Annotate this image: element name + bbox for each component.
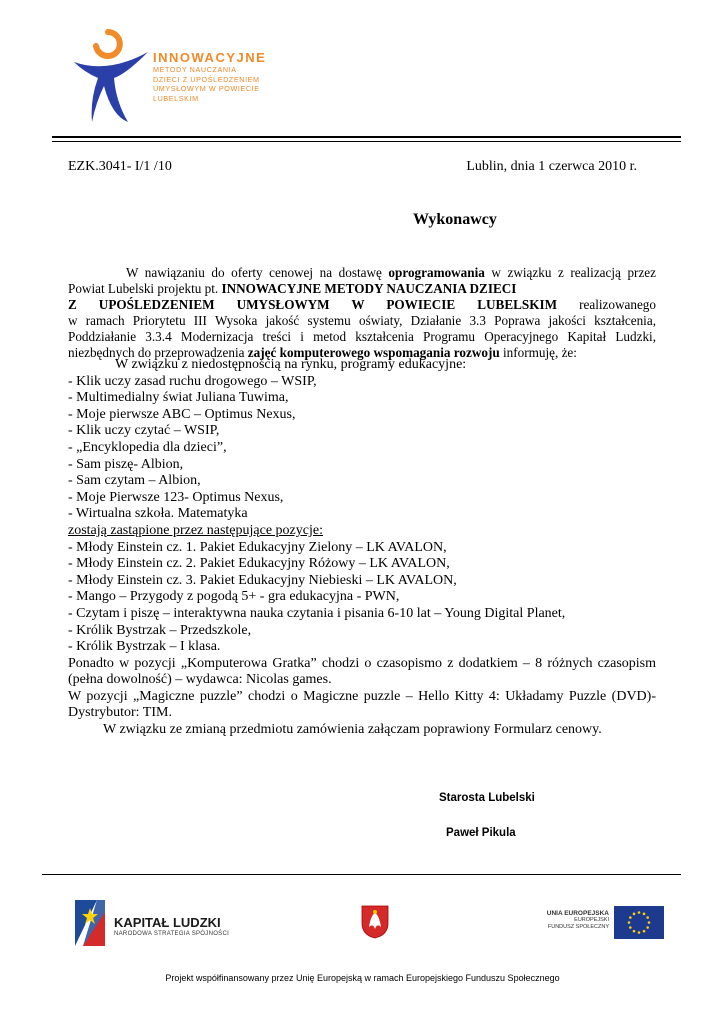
note-gratka: Ponadto w pozycji „Komputerowa Gratka” chodzi o czasopismo z dodatkiem – 8 różnych czasopism (pełna dowolność) – wydawca: Nicolas games. [68,655,656,688]
eu-star-icon [633,930,636,933]
list-item: - Królik Bystrzak – Przedszkole, [68,622,252,638]
footer-cofinancing-note: Projekt współfinansowany przez Unię Europejską w ramach Europejskiego Funduszu Społecznego [165,973,560,983]
letter-date: Lublin, dnia 1 czerwca 2010 r. [466,159,637,174]
intro-paragraph [68,265,656,361]
eu-title: UNIA EUROPEJSKA [546,910,609,917]
eu-line: FUNDUSZ SPOŁECZNY [547,924,609,930]
eu-star-icon [643,930,646,933]
intro-line-3 [68,313,656,361]
eu-star-icon [629,916,632,919]
list-item: - Sam czytam – Albion, [68,473,201,489]
signature-title: Starosta Lubelski [439,792,535,804]
logo-line: DZIECI Z UPOŚLEDZENIEM [153,74,260,84]
intro-text: informuję, że: [499,345,577,360]
intro-bold: oprogramowania [388,265,485,280]
header-divider [52,136,681,138]
list-item: - Czytam i piszę – interaktywna nauka czytania i pisania 6-10 lat – Young Digital Planet, [68,605,566,621]
footer-divider [42,874,681,875]
kapital-ludzki-title: KAPITAŁ LUDZKI [114,915,221,930]
list-item: - Klik uczy czytać – WSIP, [68,423,220,439]
list-item: - Moje pierwsze ABC – Optimus Nexus, [68,406,296,422]
list-item: - Młody Einstein cz. 3. Pakiet Edukacyjny Niebieski – LK AVALON, [68,572,457,588]
list-item: - Królik Bystrzak – I klasa. [68,639,221,655]
eu-star-icon [628,921,631,924]
eu-label [533,910,609,931]
note-puzzle: W pozycji „Magiczne puzzle” chodzi o Magiczne puzzle – Hello Kitty 4: Układamy Puzzle (DVD)- Dystrybutor: TIM. [68,688,656,721]
eu-star-icon [646,926,649,929]
kapital-ludzki-logo-icon [75,900,105,946]
project-title: INNOWACYJNE METODY NAUCZANIA DZIECI [221,281,517,296]
eu-star-icon [633,913,636,916]
figure-logo-icon [68,22,158,132]
intro-text: w ramach Priorytetu III Wysoka jakość systemu oświaty, Działanie 3.3 Poprawa jakości kształcenia, Poddziałanie 3.3.4 Modernizacja treści i metod kształcenia Programu Operacyjnego Kapitał Ludzki, niezbędnych do przeprowadzenia [68,313,656,360]
intro-bold: zajęć komputerowego wspomagania rozwoju [247,345,500,360]
list-item: - Klik uczy zasad ruchu drogowego – WSIP, [68,373,317,389]
intro-text: realizowanego [557,297,656,312]
list-item: - Wirtualna szkoła. Matematyka [68,506,248,522]
coat-of-arms-icon [361,905,389,939]
eu-star-icon [643,913,646,916]
list-item: - Multimedialny świat Juliana Tuwima, [68,390,289,406]
intro-text: w związku z realizacją przez Powiat Lubelski projektu pt. [68,265,657,296]
closing-sentence: W związku ze zmianą przedmiotu zamówienia załączam poprawiony Formularz cenowy. [103,722,602,738]
eu-flag-icon [614,906,664,939]
logo-wordmark [153,50,266,103]
logo-line: LUBELSKIM [153,93,199,103]
project-title-continued: Z UPOŚLEDZENIEM UMYSŁOWYM W POWIECIE LUBELSKIM [68,297,558,312]
list-item: - Mango – Przygody z pogodą 5+ - gra edukacyjna - PWN, [68,589,400,605]
list-item: - „Encyklopedia dla dzieci”, [68,439,227,455]
eu-star-icon [638,911,641,914]
intro-line-2 [68,297,656,313]
logo-line: METODY NAUCZANIA [153,65,237,74]
list-item: - Młody Einstein cz. 1. Pakiet Edukacyjny Zielony – LK AVALON, [68,539,447,555]
intro-line-1 [68,265,656,297]
letter-body [68,357,656,739]
eu-star-icon [638,931,641,934]
logo-line: UMYSŁOWYM W POWIECIE [153,84,260,93]
list-item: - Młody Einstein cz. 2. Pakiet Edukacyjny Różowy – LK AVALON, [68,556,450,572]
replaced-intro: zostają zastąpione przez następujące pozycje: [68,522,323,538]
list-item: - Sam piszę- Albion, [68,456,184,472]
eu-line: EUROPEJSKI [574,917,609,923]
logo-title: INNOWACYJNE [153,50,267,65]
kapital-ludzki-subtitle: NARODOWA STRATEGIA SPÓJNOŚCI [114,931,230,937]
header-divider-thin [52,141,681,142]
eu-star-icon [629,926,632,929]
list-item: - Moje Pierwsze 123- Optimus Nexus, [68,489,284,505]
intro-text: W nawiązaniu do oferty cenowej na dostawę [126,265,389,280]
eu-star-icon [648,921,651,924]
reference-number: EZK.3041- I/1 /10 [68,159,172,174]
unavailable-intro: W związku z niedostępnością na rynku, programy edukacyjne: [115,357,467,372]
addressee-heading: Wykonawcy [413,211,497,228]
eu-star-icon [646,916,649,919]
signature-name: Paweł Pikula [446,827,516,839]
